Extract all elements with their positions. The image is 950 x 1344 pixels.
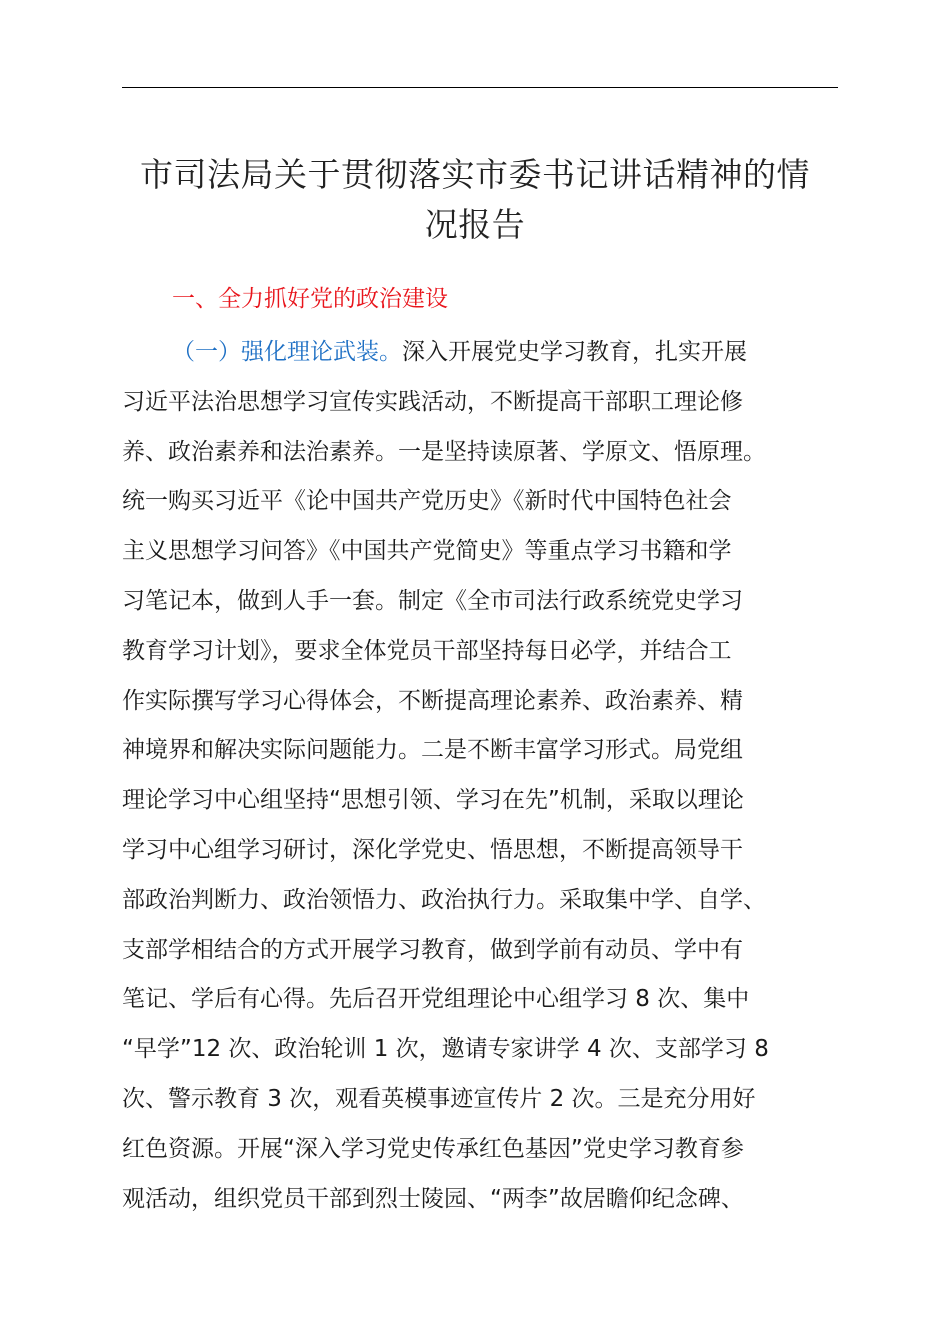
paragraph-line: 次、警示教育 3 次，观看英模事迹宣传片 2 次。三是充分用好 (122, 1085, 756, 1112)
document-title (100, 150, 850, 250)
paragraph-line: 观活动，组织党员干部到烈士陵园、“两李”故居瞻仰纪念碑、 (122, 1185, 744, 1212)
paragraph-line: 笔记、学后有心得。先后召开党组理论中心组学习 8 次、集中 (122, 986, 750, 1013)
paragraph-line: 支部学相结合的方式开展学习教育，做到学前有动员、学中有 (122, 936, 743, 963)
header-rule (122, 87, 838, 88)
paragraph-line: 习近平法治思想学习宣传实践活动，不断提高干部职工理论修 (122, 388, 743, 415)
section-heading: 一、全力抓好党的政治建设 (172, 286, 448, 312)
paragraph-line: 红色资源。开展“深入学习党史传承红色基因”党史学习教育参 (122, 1135, 744, 1162)
body-text (122, 328, 852, 1224)
paragraph-line: “早学”12 次、政治轮训 1 次，邀请专家讲学 4 次、支部学习 8 (122, 1036, 769, 1063)
paragraph-line: 神境界和解决实际问题能力。二是不断丰富学习形式。局党组 (122, 737, 743, 764)
paragraph-line-text: 深入开展党史学习教育，扎实开展 (402, 339, 747, 365)
subheading: （一）强化理论武装。 (172, 339, 402, 365)
paragraph-line (122, 328, 852, 378)
title-line: 况报告 (424, 205, 526, 244)
paragraph-line: 部政治判断力、政治领悟力、政治执行力。采取集中学、自学、 (122, 886, 766, 913)
title-line: 市司法局关于贯彻落实市委书记讲话精神的情 (140, 155, 810, 194)
paragraph-line: 习笔记本，做到人手一套。制定《全市司法行政系统党史学习 (122, 587, 743, 614)
paragraph-line: 统一购买习近平《论中国共产党历史》《新时代中国特色社会 (122, 488, 732, 515)
paragraph-line: 作实际撰写学习心得体会，不断提高理论素养、政治素养、精 (122, 687, 743, 714)
paragraph-line: 教育学习计划》，要求全体党员干部坚持每日必学，并结合工 (122, 637, 732, 664)
paragraph-line: 主义思想学习问答》《中国共产党简史》等重点学习书籍和学 (122, 538, 732, 565)
paragraph-line: 养、政治素养和法治素养。一是坚持读原著、学原文、悟原理。 (122, 438, 766, 465)
paragraph-line: 理论学习中心组坚持“思想引领、学习在先”机制，采取以理论 (122, 787, 744, 814)
paragraph-line: 学习中心组学习研讨，深化学党史、悟思想，不断提高领导干 (122, 836, 743, 863)
